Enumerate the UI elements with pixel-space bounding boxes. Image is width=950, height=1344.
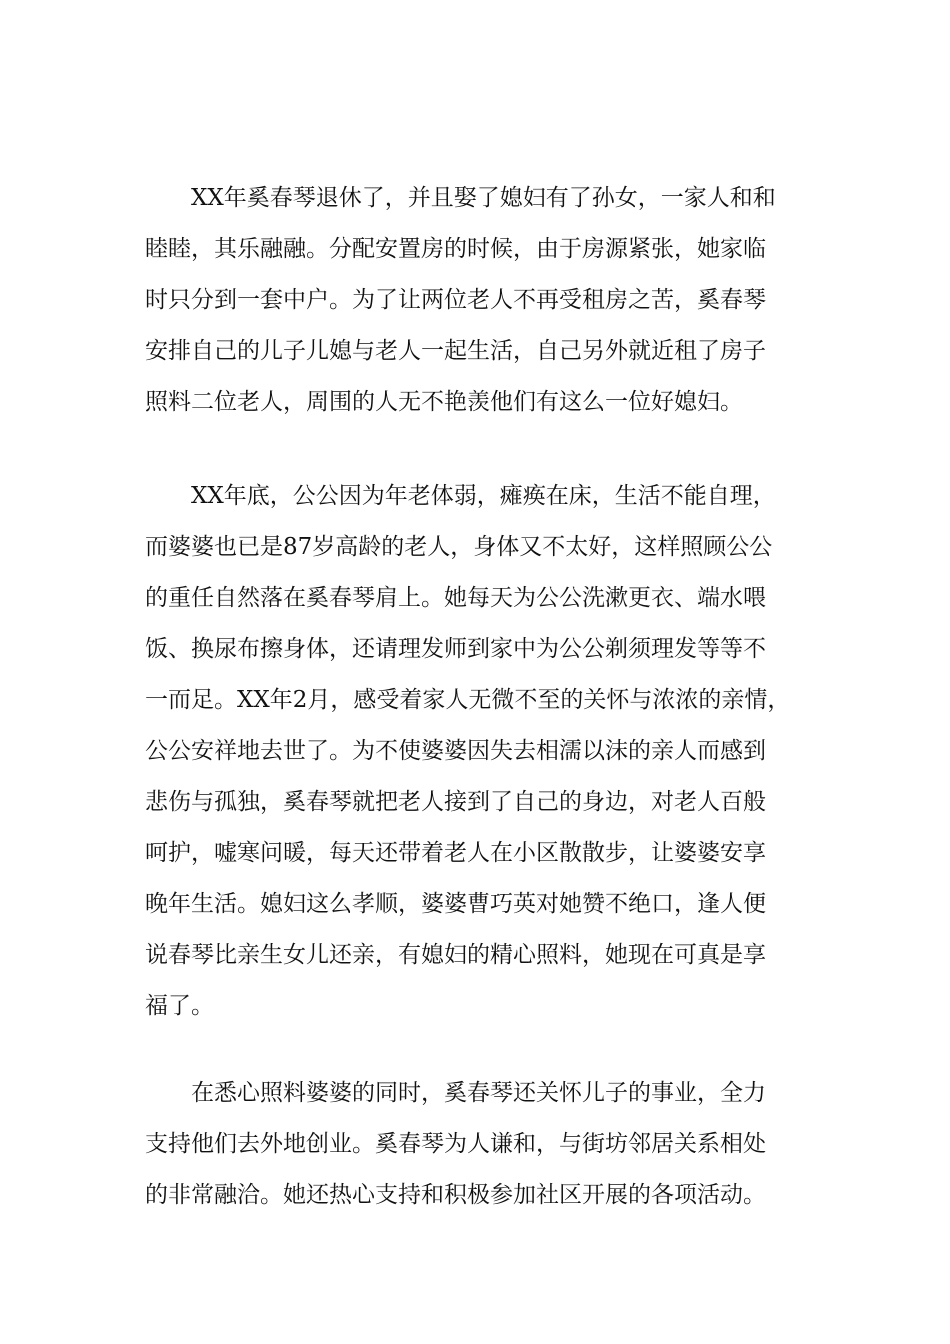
text-line: 说春琴比亲生女儿还亲，有媳妇的精心照料，她现在可真是享: [145, 942, 766, 968]
text-line: 支持他们去外地创业。奚春琴为人谦和，与街坊邻居关系相处: [145, 1131, 766, 1157]
text-line: 公公安祥地去世了。为不使婆婆因失去相濡以沫的亲人而感到: [145, 738, 766, 764]
text-line: 的非常融洽。她还热心支持和积极参加社区开展的各项活动。: [145, 1182, 766, 1208]
text-line: 福了。: [145, 993, 214, 1019]
text-line: XX年底，公公因为年老体弱，瘫痪在床，生活不能自理，: [145, 483, 776, 509]
text-line: 照料二位老人，周围的人无不艳羡他们有这么一位好媳妇。: [145, 389, 743, 415]
paragraph-1: [145, 173, 825, 428]
text-line: 安排自己的儿子儿媳与老人一起生活，自己另外就近租了房子: [145, 338, 766, 364]
text-line: 时只分到一套中户。为了让两位老人不再受租房之苦，奚春琴: [145, 287, 766, 313]
text-line: 睦睦，其乐融融。分配安置房的时候，由于房源紧张，她家临: [145, 236, 766, 262]
paragraph-2: [145, 471, 825, 1032]
text-line: 饭、换尿布擦身体，还请理发师到家中为公公剃须理发等等不: [145, 636, 766, 662]
text-line: XX年奚春琴退休了，并且娶了媳妇有了孙女，一家人和和: [145, 185, 776, 211]
text-line: 一而足。XX年2月，感受着家人无微不至的关怀与浓浓的亲情，: [145, 687, 791, 713]
text-line: 悲伤与孤独，奚春琴就把老人接到了自己的身边，对老人百般: [145, 789, 766, 815]
text-line: 而婆婆也已是87岁高龄的老人，身体又不太好，这样照顾公公: [145, 534, 773, 560]
text-line: 晚年生活。媳妇这么孝顺，婆婆曹巧英对她赞不绝口，逢人便: [145, 891, 766, 917]
text-line: 的重任自然落在奚春琴肩上。她每天为公公洗漱更衣、端水喂: [145, 585, 766, 611]
text-line: 在悉心照料婆婆的同时，奚春琴还关怀儿子的事业，全力: [145, 1080, 766, 1106]
paragraph-3: [145, 1068, 825, 1221]
text-line: 呵护，嘘寒问暖，每天还带着老人在小区散散步，让婆婆安享: [145, 840, 766, 866]
